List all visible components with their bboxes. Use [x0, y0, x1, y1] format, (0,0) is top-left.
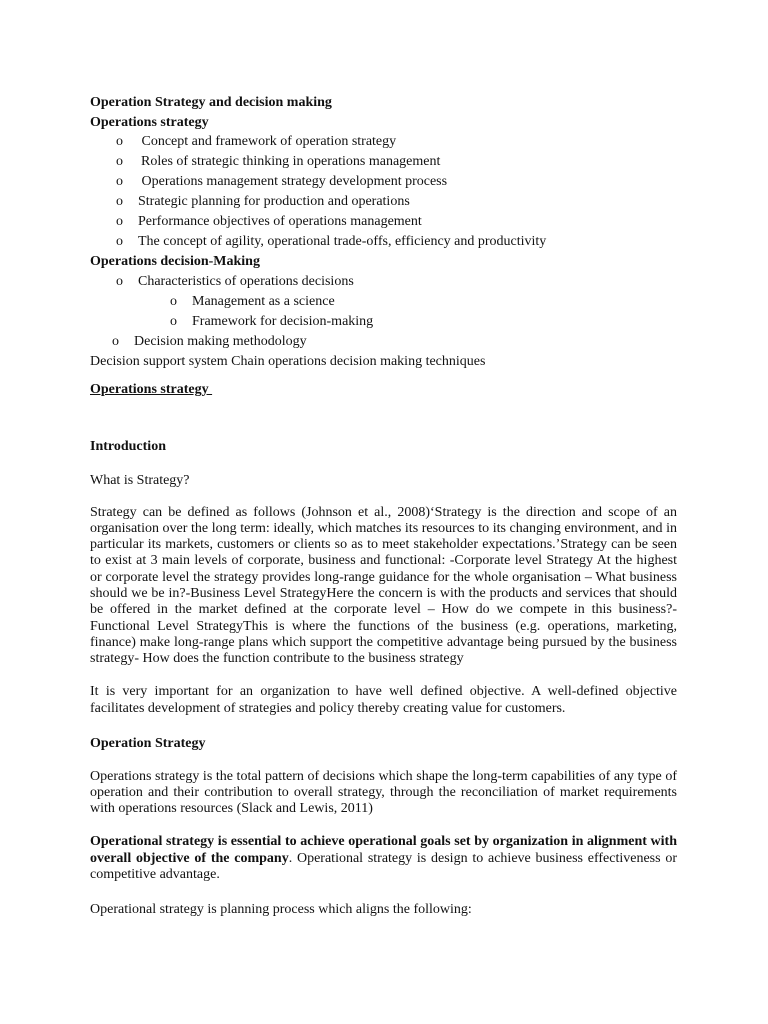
list-item: o Decision making methodology — [90, 332, 677, 352]
what-is-strategy: What is Strategy? — [90, 473, 190, 488]
paragraph-operations-strategy-definition: Operations strategy is the total pattern of decisions which shape the long-term capabilities of any type of operation and their contribution to overall strategy, through the reconciliation of market requirements with operations resources (Slack and Lewis, 2011) — [90, 768, 677, 817]
bullet-icon: o — [116, 214, 123, 229]
bullet-icon: o — [170, 313, 177, 329]
bullet-icon: o — [116, 174, 123, 189]
operation-strategy-heading: Operation Strategy — [90, 736, 206, 752]
paragraph-planning-process: Operational strategy is planning process which aligns the following: — [90, 902, 472, 918]
list-item: o Concept and framework of operation strategy — [90, 132, 677, 152]
emphasis-text: Operational strategy is essential to achieve operational goals set by organization in alignment with overall objective of the company — [90, 834, 677, 866]
paragraph-strategy-definition: Strategy can be defined as follows (Johnson et al., 2008)‘Strategy is the direction and scope of an organisation over the long term: ideally, which matches its resources to its changing environment, and in particular its markets, customers or clients so as to meet stakeholder expectations.’Strategy can be seen to exist at 3 main levels of corporate, business and functional: -Corporate level Strategy At the highest or corporate level the strategy provides long-range guidance for the whole organisation – What business should we be in?-Business Level StrategyHere the concern is with the products and services that should be offered in the market defined at the corporate level – How do we compete in this business?-Functional Level StrategyThis is where the functions of the business (e.g. operations, marketing, finance) make long-range plans which support the competitive advantage being pursued by the business strategy- How does the function contribute to the business strategy — [90, 504, 677, 667]
paragraph-objectives: It is very important for an organization to have well defined objective. A well-defined objective facilitates development of strategies and policy thereby creating value for customers. — [90, 684, 677, 716]
list-item: o Roles of strategic thinking in operations management — [90, 152, 677, 172]
bullet-icon: o — [116, 273, 123, 289]
bullet-icon: o — [112, 333, 119, 349]
sub-list-item: o Framework for decision-making — [90, 312, 677, 332]
bullet-icon: o — [116, 134, 123, 149]
list-item: o Performance objectives of operations management — [90, 212, 677, 232]
list-item: o Characteristics of operations decisions — [90, 272, 677, 292]
list-item: o The concept of agility, operational trade-offs, efficiency and productivity — [90, 232, 677, 252]
sub-list-item: o Management as a science — [90, 292, 677, 312]
bullet-icon: o — [116, 154, 123, 169]
list-item: o Strategic planning for production and operations — [90, 192, 677, 212]
main-heading: Operation Strategy and decision making — [90, 95, 332, 110]
section-heading-operations-strategy: Operations strategy — [90, 114, 209, 130]
list-item: o Operations management strategy development process — [90, 172, 677, 192]
dss-line: Decision support system Chain operations decision making techniques — [90, 353, 486, 369]
document-page — [90, 93, 677, 920]
operations-strategy-heading: Operations strategy — [90, 382, 213, 397]
paragraph-operational-strategy-essential: Operational strategy is essential to achieve operational goals set by organization in alignment with overall objective of the company. Operational strategy is design to achieve business effectiveness or competitive advantage. — [90, 834, 677, 883]
bullet-icon: o — [116, 234, 123, 249]
bullet-icon: o — [116, 194, 123, 209]
introduction-heading: Introduction — [90, 438, 166, 454]
bullet-icon: o — [170, 293, 177, 309]
section-heading-decision-making: Operations decision-Making — [90, 254, 260, 269]
